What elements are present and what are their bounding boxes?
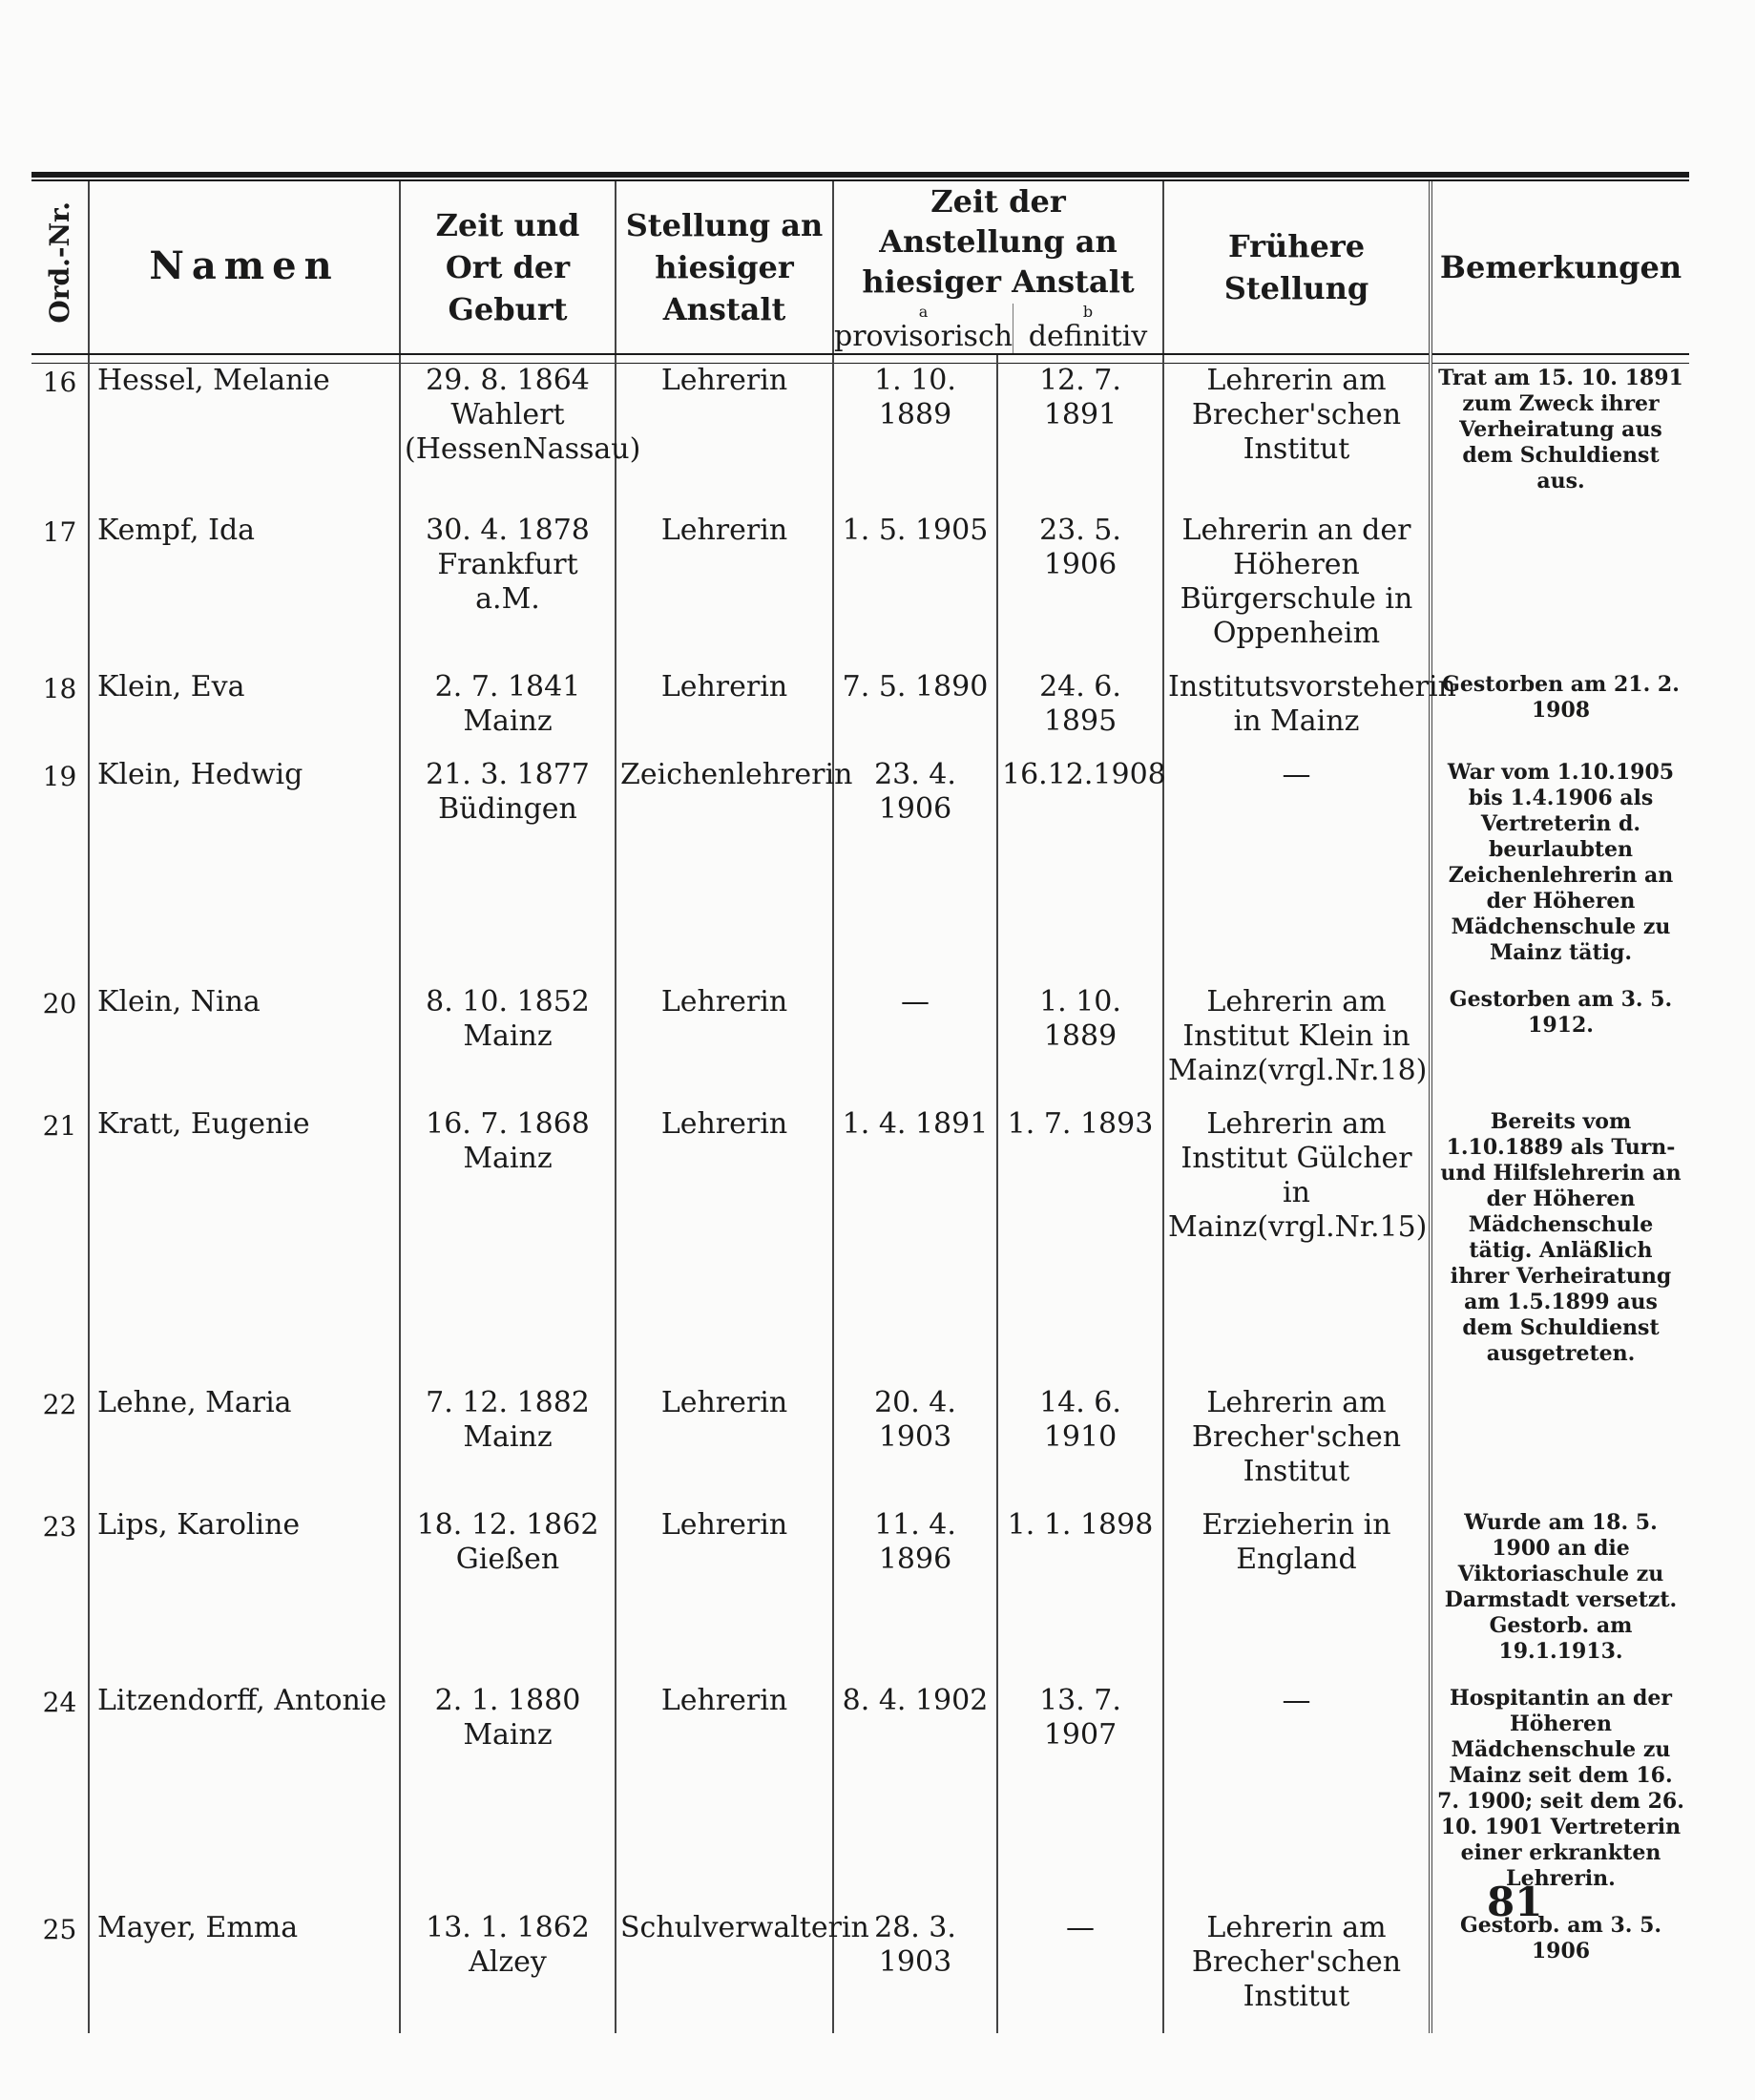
header-sub-a: a provisorisch [834, 303, 1013, 353]
header-stellung: Stellung an hiesiger Anstalt [616, 181, 833, 353]
row-provisional-date: 11. 4. 1896 [833, 1508, 997, 1684]
header-ord-nr: Ord.-Nr. [31, 181, 89, 353]
table-row [31, 985, 1689, 1107]
row-position: Zeichenlehrerin [616, 758, 833, 985]
table-row [31, 1684, 1689, 1911]
row-name: Klein, Nina [89, 985, 400, 1107]
table-row [31, 758, 1689, 985]
table-row [31, 1386, 1689, 1508]
row-former-position: Lehrerin am Brecher'schen Institut [1163, 1911, 1431, 2033]
row-definitive-date: — [997, 1911, 1163, 2033]
header-fruehere: Frühere Stellung [1163, 181, 1431, 353]
row-position: Lehrerin [616, 364, 833, 514]
top-rule [31, 172, 1689, 178]
row-former-position: Lehrerin am Brecher'schen Institut [1163, 364, 1431, 514]
row-number: 22 [31, 1386, 89, 1508]
row-provisional-date: 1. 4. 1891 [833, 1107, 997, 1386]
row-number: 23 [31, 1508, 89, 1684]
header-sub-b: b definitiv [1028, 303, 1148, 353]
row-name: Lehne, Maria [89, 1386, 400, 1508]
row-provisional-date: 1. 10. 1889 [833, 364, 997, 514]
row-provisional-date: — [833, 985, 997, 1107]
row-birth: 29. 8. 1864 Wahlert (HessenNassau) [400, 364, 616, 514]
row-position: Lehrerin [616, 1508, 833, 1684]
table-row [31, 1107, 1689, 1386]
row-definitive-date: 1. 1. 1898 [997, 1508, 1163, 1684]
header-zeit-anstellung: Zeit der Anstellung an hiesiger Anstalt a provisorisch b definitiv [833, 181, 1163, 353]
row-provisional-date: 8. 4. 1902 [833, 1684, 997, 1911]
row-remarks: Gestorben am 3. 5. 1912. [1431, 985, 1689, 1107]
table-row [31, 514, 1689, 670]
row-remarks: Bereits vom 1.10.1889 als Turn- und Hilfslehrerin an der Höheren Mädchenschule tätig. Anläßlich ihrer Verheiratung am 1.5.1899 aus dem Schuldienst ausgetreten. [1431, 1107, 1689, 1386]
table-row [31, 670, 1689, 758]
row-birth: 2. 7. 1841 Mainz [400, 670, 616, 758]
row-position: Lehrerin [616, 514, 833, 670]
row-former-position: Erzieherin in England [1163, 1508, 1431, 1684]
row-birth: 18. 12. 1862 Gießen [400, 1508, 616, 1684]
row-provisional-date: 1. 5. 1905 [833, 514, 997, 670]
row-number: 21 [31, 1107, 89, 1386]
register-table-wrap [31, 172, 1689, 2033]
row-remarks: Gestorben am 21. 2. 1908 [1431, 670, 1689, 758]
row-position: Schulverwalterin [616, 1911, 833, 2033]
header-namen: Namen [89, 181, 400, 353]
row-birth: 8. 10. 1852 Mainz [400, 985, 616, 1107]
row-provisional-date: 7. 5. 1890 [833, 670, 997, 758]
row-former-position: Lehrerin am Institut Gülcher in Mainz(vrgl.Nr.15) [1163, 1107, 1431, 1386]
row-provisional-date: 20. 4. 1903 [833, 1386, 997, 1508]
row-former-position: Lehrerin am Institut Klein in Mainz(vrgl.Nr.18) [1163, 985, 1431, 1107]
row-definitive-date: 23. 5. 1906 [997, 514, 1163, 670]
row-remarks: War vom 1.10.1905 bis 1.4.1906 als Vertreterin d. beurlaubten Zeichenlehrerin an der Höheren Mädchenschule zu Mainz tätig. [1431, 758, 1689, 985]
row-birth: 16. 7. 1868 Mainz [400, 1107, 616, 1386]
row-position: Lehrerin [616, 985, 833, 1107]
page-number: 81 [1487, 1879, 1543, 1925]
row-definitive-date: 12. 7. 1891 [997, 364, 1163, 514]
row-birth: 30. 4. 1878 Frankfurt a.M. [400, 514, 616, 670]
row-remarks: Trat am 15. 10. 1891 zum Zweck ihrer Verheiratung aus dem Schuldienst aus. [1431, 364, 1689, 514]
row-former-position: Lehrerin an der Höheren Bürgerschule in Oppenheim [1163, 514, 1431, 670]
row-birth: 2. 1. 1880 Mainz [400, 1684, 616, 1911]
row-name: Klein, Eva [89, 670, 400, 758]
row-definitive-date: 1. 10. 1889 [997, 985, 1163, 1107]
row-number: 25 [31, 1911, 89, 2033]
row-name: Mayer, Emma [89, 1911, 400, 2033]
row-position: Lehrerin [616, 670, 833, 758]
row-position: Lehrerin [616, 1684, 833, 1911]
row-provisional-date: 23. 4. 1906 [833, 758, 997, 985]
table-row [31, 364, 1689, 514]
row-definitive-date: 14. 6. 1910 [997, 1386, 1163, 1508]
row-remarks: Wurde am 18. 5. 1900 an die Viktoriaschule zu Darmstadt versetzt. Gestorb. am 19.1.1913. [1431, 1508, 1689, 1684]
row-remarks: Hospitantin an der Höheren Mädchenschule zu Mainz seit dem 16. 7. 1900; seit dem 26. 10. 1901 Vertreterin einer erkrankten Lehrerin. [1431, 1684, 1689, 1911]
row-number: 16 [31, 364, 89, 514]
row-number: 24 [31, 1684, 89, 1911]
header-zeit-ort: Zeit und Ort der Geburt [400, 181, 616, 353]
row-name: Litzendorff, Antonie [89, 1684, 400, 1911]
row-position: Lehrerin [616, 1107, 833, 1386]
row-provisional-date: 28. 3. 1903 [833, 1911, 997, 2033]
row-position: Lehrerin [616, 1386, 833, 1508]
table-row [31, 1911, 1689, 2033]
row-former-position: — [1163, 758, 1431, 985]
row-former-position: Institutsvorsteherin in Mainz [1163, 670, 1431, 758]
row-remarks [1431, 514, 1689, 670]
row-number: 20 [31, 985, 89, 1107]
header-row [31, 181, 1689, 353]
row-number: 18 [31, 670, 89, 758]
row-former-position: Lehrerin am Brecher'schen Institut [1163, 1386, 1431, 1508]
row-number: 19 [31, 758, 89, 985]
row-name: Kratt, Eugenie [89, 1107, 400, 1386]
register-rows [31, 364, 1689, 2034]
row-remarks [1431, 1386, 1689, 1508]
row-birth: 21. 3. 1877 Büdingen [400, 758, 616, 985]
row-number: 17 [31, 514, 89, 670]
register-table [31, 181, 1689, 2033]
row-remarks: Gestorb. am 3. 5. 1906 [1431, 1911, 1689, 2033]
row-birth: 13. 1. 1862 Alzey [400, 1911, 616, 2033]
row-name: Kempf, Ida [89, 514, 400, 670]
row-former-position: — [1163, 1684, 1431, 1911]
row-definitive-date: 1. 7. 1893 [997, 1107, 1163, 1386]
row-name: Lips, Karoline [89, 1508, 400, 1684]
table-row [31, 1508, 1689, 1684]
header-separator-2 [31, 354, 1689, 364]
row-name: Klein, Hedwig [89, 758, 400, 985]
row-definitive-date: 16.12.1908 [997, 758, 1163, 985]
row-definitive-date: 24. 6. 1895 [997, 670, 1163, 758]
row-birth: 7. 12. 1882 Mainz [400, 1386, 616, 1508]
row-name: Hessel, Melanie [89, 364, 400, 514]
header-bemerkungen: Bemerkungen [1431, 181, 1689, 353]
row-definitive-date: 13. 7. 1907 [997, 1684, 1163, 1911]
